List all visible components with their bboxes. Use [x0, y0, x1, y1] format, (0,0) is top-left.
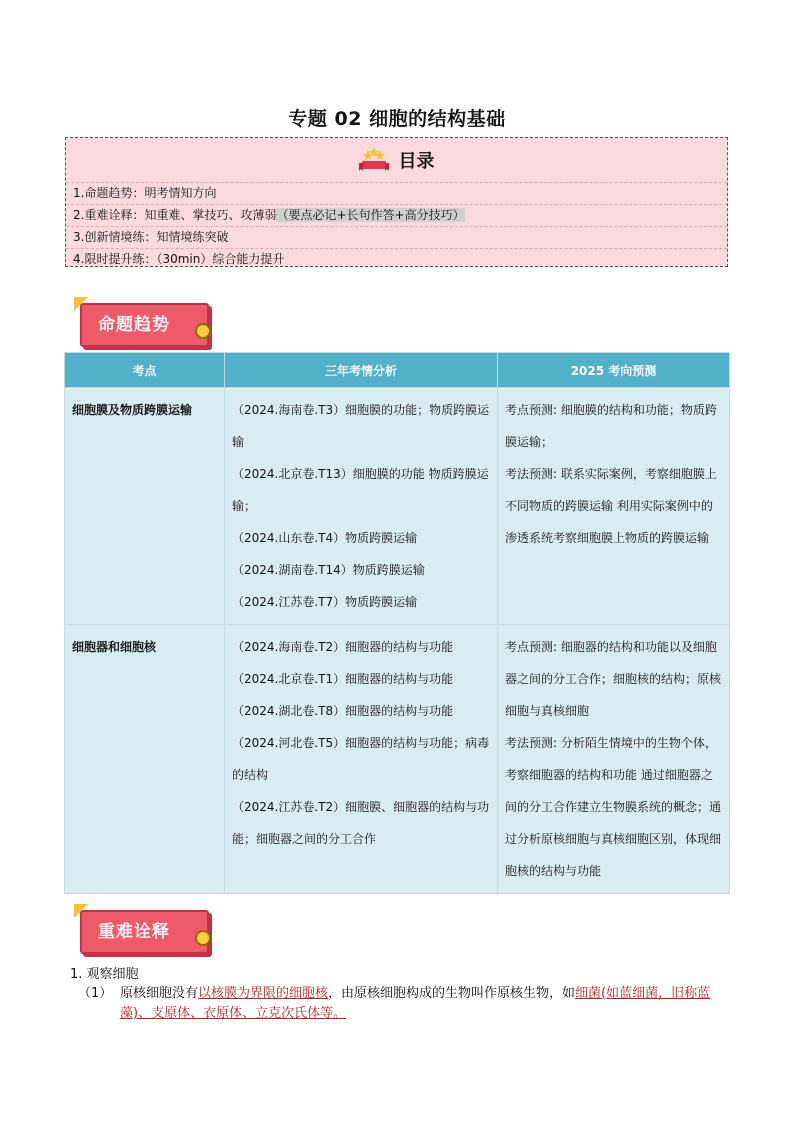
flag-icon: [74, 297, 88, 311]
underlined-term: 细菌(如蓝细菌，旧称蓝藻)、支原体、衣原体、立克次氏体等。: [120, 986, 711, 1021]
table-header: 考点: [65, 353, 225, 388]
table-row: [65, 388, 730, 625]
topic-cell: 细胞膜及物质跨膜运输: [65, 388, 225, 625]
topic-cell: 细胞器和细胞核: [65, 625, 225, 894]
table-of-contents: [65, 137, 728, 267]
prediction-cell: 考点预测: 细胞器的结构和功能以及细胞器之间的分工合作；细胞核的结构；原核细胞与真核细胞 考法预测: 分析陌生情境中的生物个体，考察细胞器的结构和功能 通过细胞器之间的分工合作建立生物膜系统的概念；通过分析原核细胞与真核细胞区别，体现细胞核的结构与功能: [498, 625, 730, 894]
ring-icon: [195, 930, 211, 946]
section-paragraph: （1） 原核细胞没有以核膜为界限的细胞核，由原核细胞构成的生物叫作原核生物，如细菌(如蓝细菌，旧称蓝藻)、支原体、衣原体、立克次氏体等。: [78, 986, 711, 1021]
toc-item[interactable]: 4.限时提升练：（30min）综合能力提升: [66, 248, 727, 270]
toc-item-highlight: （要点必记+长句作答+高分技巧）: [276, 208, 465, 222]
prediction-cell: 考点预测: 细胞膜的结构和功能；物质跨膜运输； 考法预测: 联系实际案例，考察细胞膜上不同物质的跨膜运输 利用实际案例中的渗透系统考察细胞膜上物质的跨膜运输: [498, 388, 730, 625]
table-row: [65, 625, 730, 894]
section-banner-trends: 命题趋势: [70, 293, 220, 351]
table-header: 2025 考向预测: [498, 353, 730, 388]
ring-icon: [195, 323, 211, 339]
exam-analysis-table: [64, 352, 730, 894]
underlined-term: 以核膜为界限的细胞核: [198, 986, 329, 1001]
toc-item[interactable]: 3.创新情境练：知情境练突破: [66, 226, 727, 248]
toc-heading: 目录: [398, 151, 435, 172]
trophy-ribbon-icon: [359, 147, 389, 173]
toc-header: [66, 138, 727, 182]
toc-item[interactable]: 1.命题趋势：明考情知方向: [66, 182, 727, 204]
page-title: 专题 02 细胞的结构基础: [288, 108, 506, 130]
toc-item[interactable]: 2.重难诠释：知重难、掌技巧、攻薄弱（要点必记+长句作答+高分技巧）: [66, 204, 727, 226]
table-header: 三年考情分析: [225, 353, 498, 388]
flag-icon: [74, 904, 88, 918]
item-number: （1）: [78, 986, 113, 1001]
analysis-cell: （2024.海南卷.T3）细胞膜的功能；物质跨膜运输 （2024.北京卷.T13）细胞膜的功能 物质跨膜运输； （2024.山东卷.T4）物质跨膜运输 （2024.湖南卷.T14）物质跨膜运输 （2024.江苏卷.T7）物质跨膜运输: [225, 388, 498, 625]
analysis-cell: （2024.海南卷.T2）细胞器的结构与功能 （2024.北京卷.T1）细胞器的结构与功能 （2024.湖北卷.T8）细胞器的结构与功能 （2024.河北卷.T5）细胞器的结构与功能；病毒的结构 （2024.江苏卷.T2）细胞膜、细胞器的结构与功能；细胞器之间的分工合作: [225, 625, 498, 894]
section-heading: 1. 观察细胞: [70, 967, 139, 982]
section-banner-key-points: 重难诠释: [70, 900, 220, 958]
